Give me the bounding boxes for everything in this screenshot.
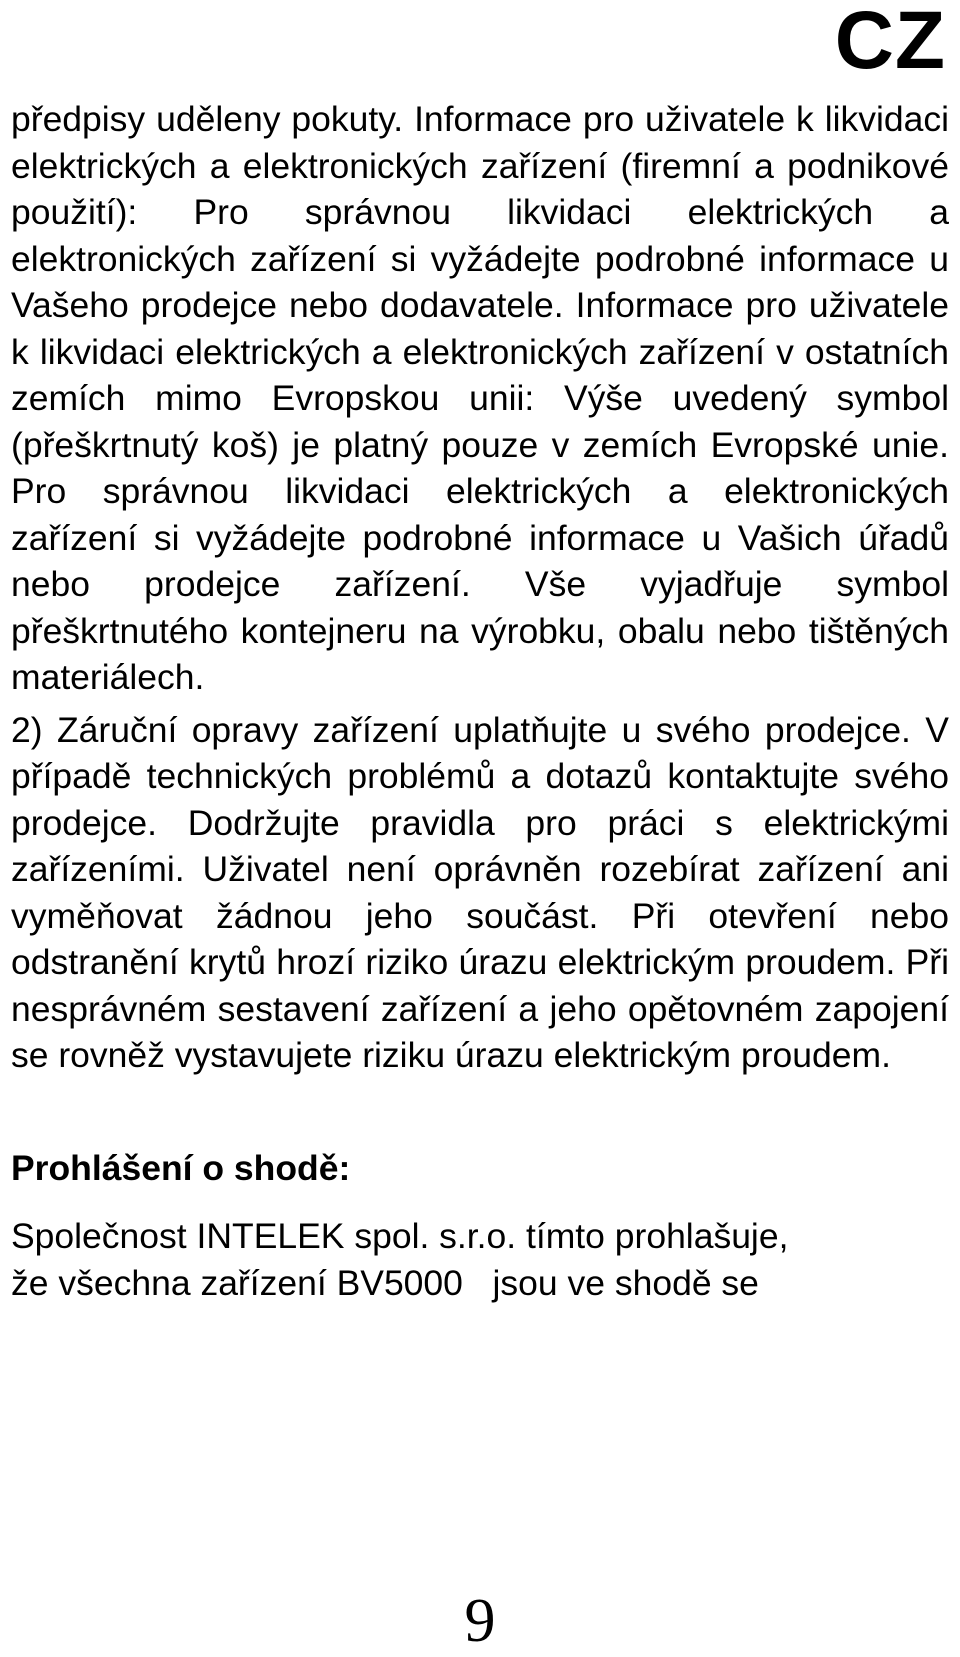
- language-code: CZ: [834, 0, 946, 86]
- declaration-line-2: že všechna zařízení BV5000 jsou ve shodě se: [11, 1262, 759, 1303]
- declaration-text: [11, 1213, 949, 1306]
- declaration-heading: Prohlášení o shodě:: [11, 1147, 351, 1188]
- page-number: 9: [464, 1587, 496, 1655]
- document-body: [11, 96, 949, 1306]
- disposal-information-paragraph: předpisy uděleny pokuty. Informace pro uživatele k likvidaci elektrických a elektronických zařízení (firemní a podnikové použití): Pro správnou likvidaci elektrických a elektronických zařízení si vyžádejte podrobné informace u Vašeho prodejce nebo dodavatele. Informace pro uživatele k likvidaci elektrických a elektronických zařízení v ostatních zemích mimo Evropskou unii: Výše uvedený symbol (přeškrtnutý koš) je platný pouze v zemích Evropské unie. Pro správnou likvidaci elektrických a elektronických zařízení si vyžádejte podrobné informace u Vašich úřadů nebo prodejce zařízení. Vše vyjadřuje symbol přeškrtnutého kontejneru na výrobku, obalu nebo tištěných materiálech.: [11, 99, 949, 697]
- warranty-safety-paragraph: 2) Záruční opravy zařízení uplatňujte u svého prodejce. V případě technických problémů a dotazů kontaktujte svého prodejce. Dodržujte pravidla pro práci s elektrickými zařízeními. Uživatel není oprávněn rozebírat zařízení ani vyměňovat žádnou jeho součást. Při otevření nebo odstranění krytů hrozí riziko úrazu elektrickým proudem. Při nesprávném sestavení zařízení a jeho opětovném zapojení se rovněž vystavujete riziku úrazu elektrickým proudem.: [11, 709, 949, 1075]
- declaration-line-1: Společnost INTELEK spol. s.r.o. tímto prohlašuje,: [11, 1216, 789, 1256]
